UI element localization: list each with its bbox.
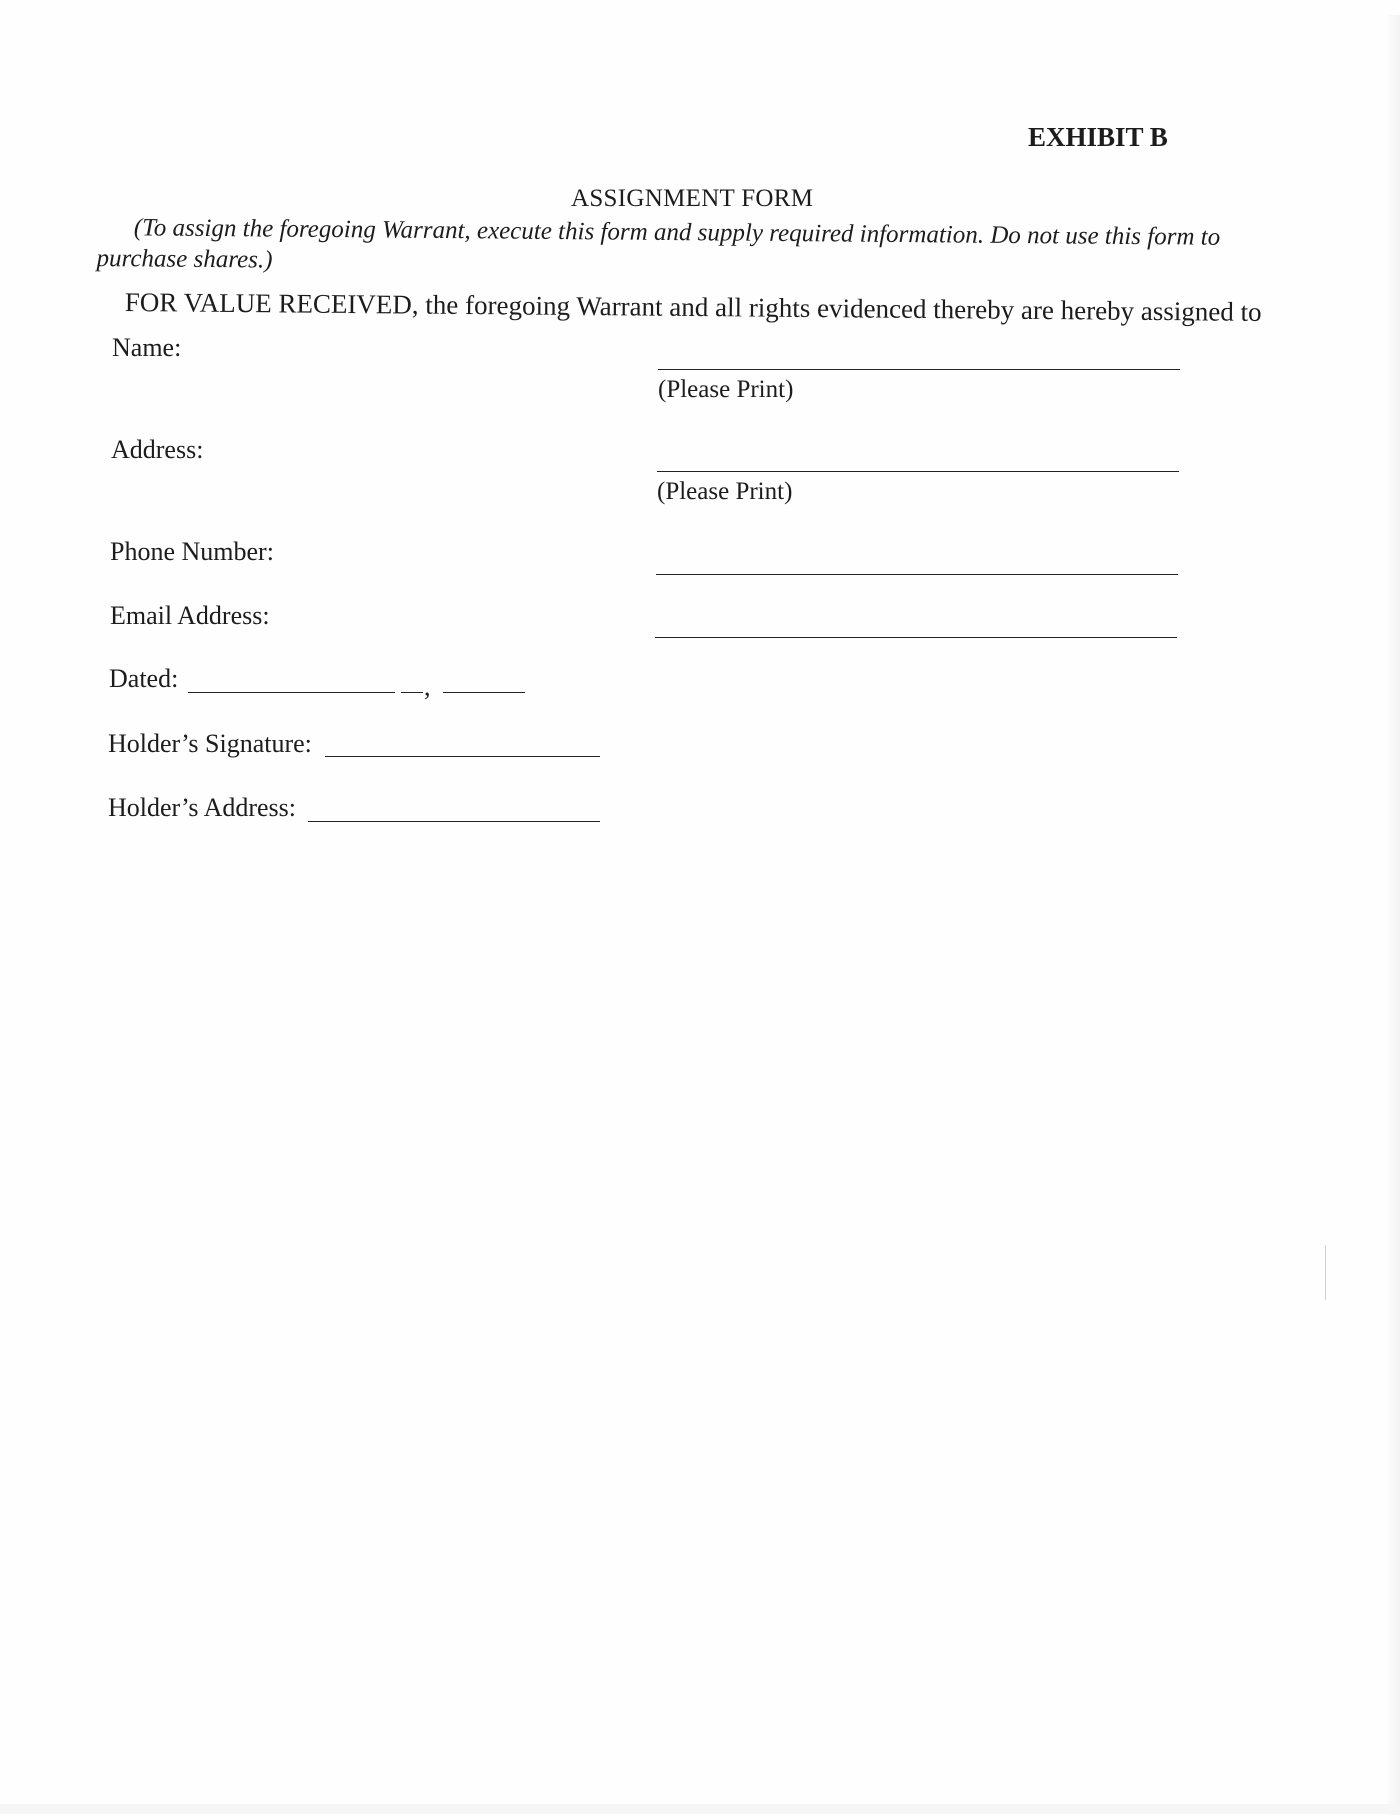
address-hint: (Please Print) [657, 478, 793, 505]
scan-artifact-mark [1325, 1245, 1326, 1300]
phone-label: Phone Number: [110, 537, 274, 566]
email-label: Email Address: [110, 601, 270, 630]
dated-label: Dated: [109, 664, 179, 693]
instructions-content: (To assign the foregoing Warrant, execute this form and supply required information. Do not use this form to purchase shares.) [96, 214, 1221, 274]
form-title: ASSIGNMENT FORM [571, 185, 814, 212]
dated-day-line[interactable] [401, 692, 423, 693]
name-hint: (Please Print) [658, 376, 794, 403]
address-label: Address: [111, 435, 204, 464]
dated-year-line[interactable] [443, 692, 525, 693]
holder-signature-line[interactable] [325, 756, 600, 757]
assignment-intro: FOR VALUE RECEIVED, the foregoing Warrant and all rights evidenced thereby are hereby assigned to [124, 287, 1262, 327]
email-field-line[interactable] [655, 637, 1177, 638]
address-field-line[interactable] [657, 471, 1179, 472]
dated-comma: , [424, 672, 431, 701]
name-field-line[interactable] [658, 369, 1180, 370]
holder-address-line[interactable] [308, 821, 600, 822]
name-label: Name: [112, 333, 182, 362]
scan-edge-bottom [0, 1804, 1400, 1814]
exhibit-heading: EXHIBIT B [1028, 122, 1168, 152]
instructions-text [96, 212, 1256, 284]
holder-signature-label: Holder’s Signature: [108, 729, 312, 758]
dated-month-day-line[interactable] [188, 692, 395, 693]
scan-edge-right [1388, 15, 1400, 1815]
phone-field-line[interactable] [656, 574, 1178, 575]
holder-address-label: Holder’s Address: [108, 793, 297, 822]
